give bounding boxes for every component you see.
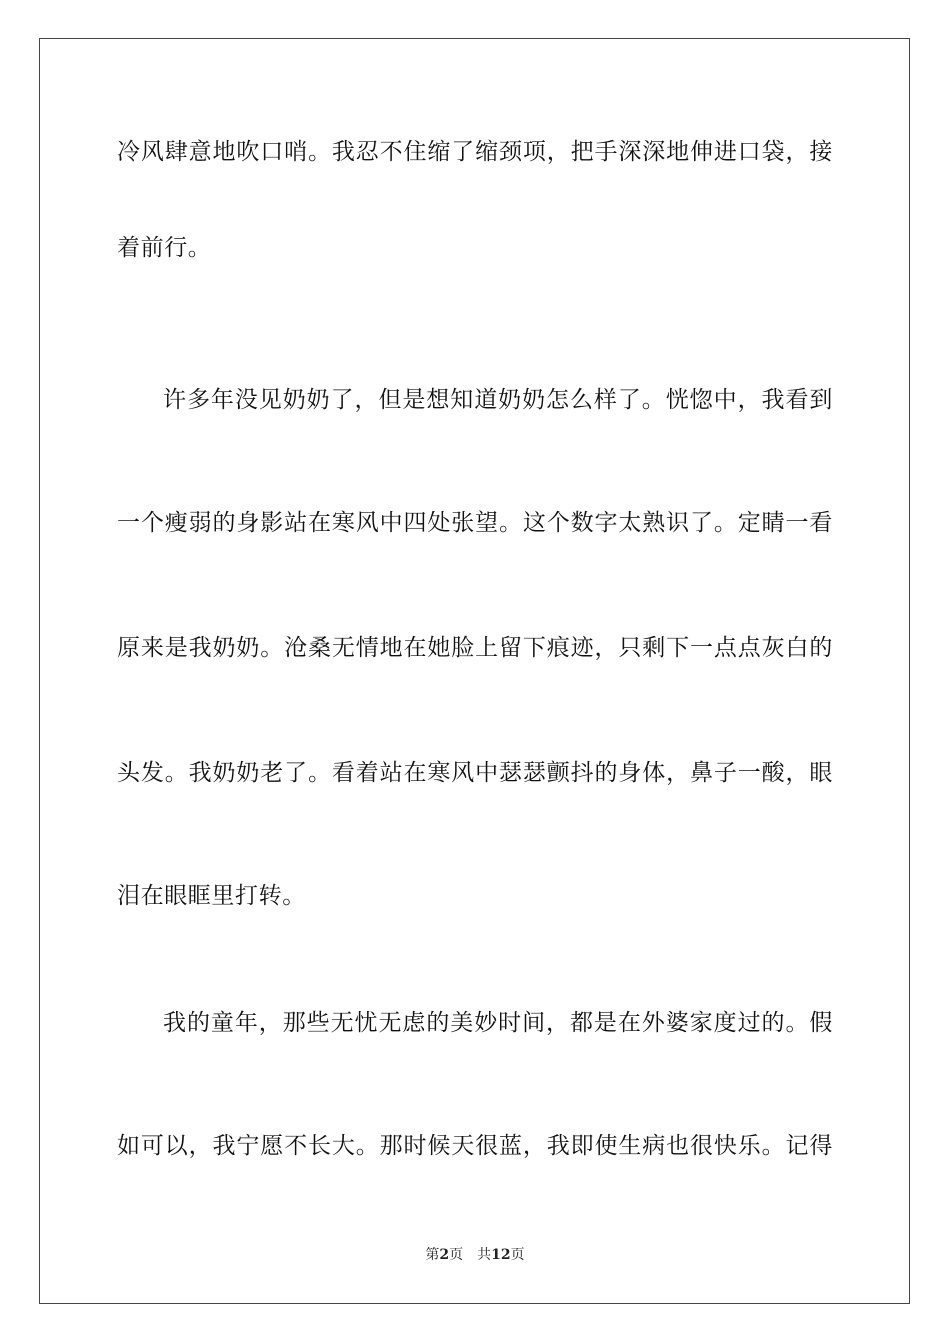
page-prefix: 第 [425, 1247, 440, 1263]
paragraph-line: 着前行。 [117, 235, 212, 261]
paragraph-line: 一个瘦弱的身影站在寒风中四处张望。这个数字太熟识了。定睛一看 [117, 510, 833, 536]
paragraph-line: 原来是我奶奶。沧桑无情地在她脸上留下痕迹，只剩下一点点灰白的 [117, 635, 833, 661]
paragraph-line: 泪在眼眶里打转。 [117, 883, 306, 909]
page-footer [0, 1246, 950, 1264]
total-prefix: 共 [477, 1247, 492, 1263]
total-suffix: 页 [510, 1247, 525, 1263]
page-total: 12 [491, 1247, 511, 1263]
paragraph-line: 头发。我奶奶老了。看着站在寒风中瑟瑟颤抖的身体，鼻子一酸，眼 [117, 760, 833, 786]
page-suffix: 页 [449, 1247, 464, 1263]
paragraph-line: 冷风肆意地吹口哨。我忍不住缩了缩颈项，把手深深地伸进口袋，接 [117, 139, 833, 165]
paragraph-line: 如可以，我宁愿不长大。那时候天很蓝，我即使生病也很快乐。记得 [117, 1133, 833, 1159]
page-border [39, 38, 910, 1304]
paragraph-line: 许多年没见奶奶了，但是想知道奶奶怎么样了。恍惚中，我看到 [163, 387, 833, 413]
paragraph-line: 我的童年，那些无忧无虑的美妙时间，都是在外婆家度过的。假 [163, 1010, 833, 1036]
page-current: 2 [439, 1247, 450, 1263]
